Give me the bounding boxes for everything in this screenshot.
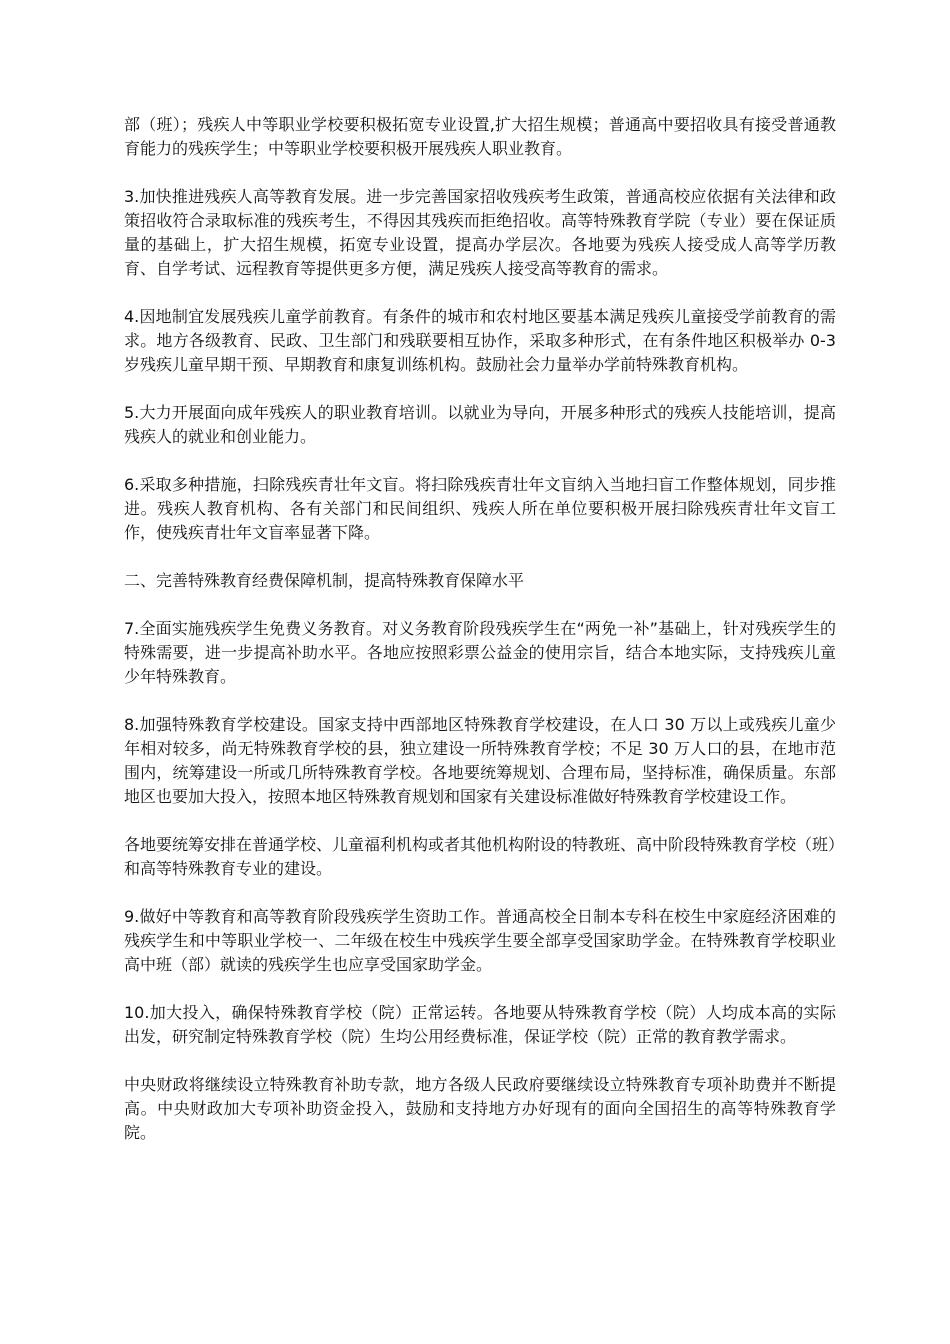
section-heading-2: 二、完善特殊教育经费保障机制，提高特殊教育保障水平 (124, 571, 525, 590)
paragraph-item-9-financial-aid: 9.做好中等教育和高等教育阶段残疾学生资助工作。普通高校全日制本专科在校生中家庭经济困难的残疾学生和中等职业学校一、二年级在校生中残疾学生要全部享受国家助学金。在特殊教育学校职业高中班（部）就读的残疾学生也应享受国家助学金。 (124, 907, 836, 974)
paragraph-item-7-free-education: 7.全面实施残疾学生免费义务教育。对义务教育阶段残疾学生在“两免一补”基础上，针对残疾学生的特殊需要，进一步提高补助水平。各地应按照彩票公益金的使用宗旨，结合本地实际，支持残疾儿童少年特殊教育。 (124, 619, 836, 686)
paragraph-item-10-funding: 10.加大投入，确保特殊教育学校（院）正常运转。各地要从特殊教育学校（院）人均成本高的实际出发，研究制定特殊教育学校（院）生均公用经费标准，保证学校（院）正常的教育教学需求。 (124, 1003, 836, 1046)
paragraph-item-3-higher-education: 3.加快推进残疾人高等教育发展。进一步完善国家招收残疾考生政策，普通高校应依据有关法律和政策招收符合录取标准的残疾考生，不得因其残疾而拒绝招收。高等特殊教育学院（专业）要在保证质量的基础上，扩大招生规模，拓宽专业设置，提高办学层次。各地要为残疾人接受成人高等学历教育、自学考试、远程教育等提供更多方便，满足残疾人接受高等教育的需求。 (124, 187, 836, 278)
paragraph-item-6-literacy: 6.采取多种措施，扫除残疾青壮年文盲。将扫除残疾青壮年文盲纳入当地扫盲工作整体规划，同步推进。残疾人教育机构、各有关部门和民间组织、残疾人所在单位要积极开展扫除残疾青壮年文盲工作，使残疾青壮年文盲率显著下降。 (124, 475, 836, 542)
paragraph-item-5-vocational-training: 5.大力开展面向成年残疾人的职业教育培训。以就业为导向，开展多种形式的残疾人技能培训，提高残疾人的就业和创业能力。 (124, 403, 836, 446)
paragraph-continued-vocational: 部（班）；残疾人中等职业学校要积极拓宽专业设置,扩大招生规模；普通高中要招收具有接受普通教育能力的残疾学生；中等职业学校要积极开展残疾人职业教育。 (124, 115, 836, 158)
paragraph-item-4-preschool: 4.因地制宜发展残疾儿童学前教育。有条件的城市和农村地区要基本满足残疾儿童接受学前教育的需求。地方各级教育、民政、卫生部门和残联要相互协作，采取多种形式，在有条件地区积极举办 0-3 岁残疾儿童早期干预、早期教育和康复训练机构。鼓励社会力量举办学前特殊教育机构。 (124, 307, 836, 374)
paragraph-central-finance: 中央财政将继续设立特殊教育补助专款，地方各级人民政府要继续设立特殊教育专项补助费并不断提高。中央财政加大专项补助资金投入，鼓励和支持地方办好现有的面向全国招生的高等特殊教育学院。 (124, 1075, 836, 1142)
paragraph-special-classes: 各地要统筹安排在普通学校、儿童福利机构或者其他机构附设的特教班、高中阶段特殊教育学校（班）和高等特殊教育专业的建设。 (124, 835, 837, 878)
paragraph-item-8-school-construction: 8.加强特殊教育学校建设。国家支持中西部地区特殊教育学校建设，在人口 30 万以上或残疾儿童少年相对较多，尚无特殊教育学校的县，独立建设一所特殊教育学校；不足 30 万人口的县，在地市范围内，统筹建设一所或几所特殊教育学校。各地要统筹规划、合理布局，坚持标准，确保质量。东部地区也要加大投入，按照本地区特殊教育规划和国家有关建设标准做好特殊教育学校建设工作。 (124, 715, 836, 806)
document-body (124, 113, 836, 1169)
